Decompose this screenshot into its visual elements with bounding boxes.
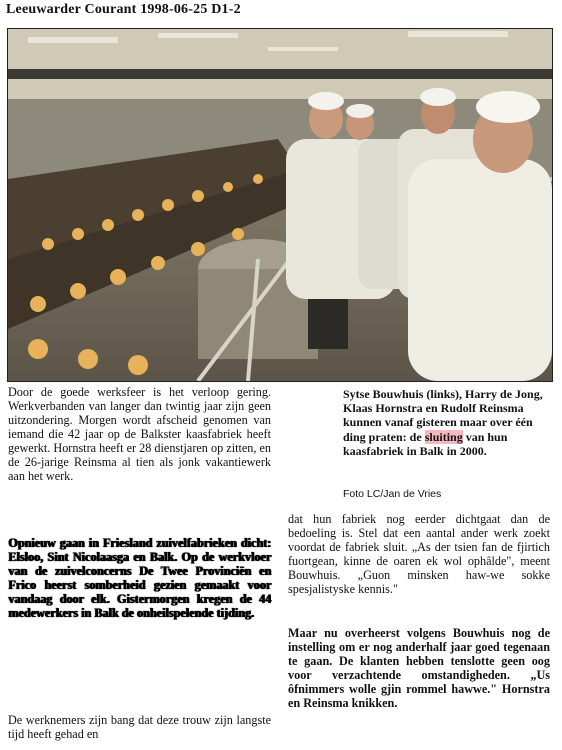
caption-text-start: Sytse Bouwhuis (links), Harry de Jong, Klaas Hornstra en Rudolf Reinsma kunnen vanaf gisteren maar over één ding praten: de [343,387,543,444]
factory-photo [7,28,553,382]
ceiling-beam [8,69,552,79]
photo-illustration [8,29,552,381]
workers [286,88,552,381]
newspaper-header: Leeuwarder Courant 1998-06-25 D1-2 [6,2,241,17]
photo-caption [343,387,548,458]
article-column-left-middle [8,536,271,620]
article-column-left-bottom [8,713,271,741]
paragraph-bouwhuis-attitude: Maar nu overheerst volgens Bouwhuis nog de instelling om er nog anderhalf jaar goed tegenaan te gaan. De klanten hebben tenslotte geen oog voor verzachtende omstandigheden. „Us ôfnimmers wolle gjin rommel hawwe." Hornstra en Reinsma knikken. [288,626,550,710]
paragraph-closure-earlier: dat hun fabriek nog eerder dichtgaat dan de bedoeling is. Stel dat een aantal ander werk zoekt voordat de fabriek sluit. „As der tsien fan de fjirtich fuortgean, kinne de oaren ek wol ophâlde", meent Bouwhuis. „Guon minsken haw-we sokke spesjalistyske kennis." [288,512,550,596]
caption-highlight: sluiting [424,429,463,444]
paragraph-turnover: Door de goede werksfeer is het verloop gering. Werkverbanden van langer dan twintig jaar zijn geen uitzondering. Morgen wordt afscheid genomen van iemand die 42 jaar op de Balkster kaasfabriek heeft gewerkt. Hornstra heeft er 28 dienstjaren op zitten, en de 26-jarige Reinsma al tien als jonk vakantiewerk aan het werk. [8,385,271,483]
article-column-right-bottom [288,626,550,710]
caption-text-end: van hun kaasfabriek in Balk in 2000. [343,429,508,458]
paragraph-factory-closures: Opnieuw gaan in Friesland zuivelfabrieken dicht: Elsloo, Sint Nicolaasga en Balk. Op de werkvloer van de zuivelconcerns De Twee Provinciën en Frico heerst somberheid gezien gemaakt voor vandaag door elk. Gistermorgen kregen de 44 medewerkers in Balk de onheilspelende tijding. [8,536,271,620]
photo-credit: Foto LC/Jan de Vries [343,488,442,500]
article-column-right-top [288,512,550,596]
paragraph-workers-fear: De werknemers zijn bang dat deze trouw zijn langste tijd heeft gehad en [8,713,271,741]
article-column-left-top [8,385,271,483]
